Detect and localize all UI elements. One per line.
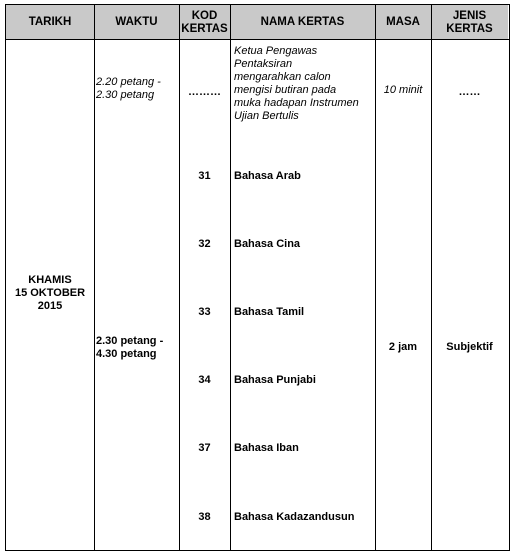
header-kod-line2: KERTAS: [181, 22, 228, 35]
tarikh-day: KHAMIS: [28, 274, 72, 286]
intro-nama-line: mengarahkan calon: [234, 71, 331, 83]
column-divider: [230, 5, 231, 550]
intro-nama: [234, 45, 359, 123]
exam-masa: 2 jam: [388, 341, 418, 353]
intro-nama-line: mengisi butiran pada: [234, 84, 337, 96]
intro-jenis: ……: [458, 86, 481, 98]
paper-kod: 37: [198, 442, 211, 454]
exam-waktu: [96, 335, 163, 361]
paper-nama: Bahasa Iban: [234, 442, 299, 454]
header-masa: MASA: [386, 16, 420, 28]
intro-nama-line: Pentaksiran: [234, 58, 293, 70]
header-kod-kertas: [179, 5, 230, 40]
paper-nama: Bahasa Cina: [234, 238, 301, 250]
paper-nama: Bahasa Tamil: [234, 306, 305, 318]
paper-kod: 32: [198, 238, 211, 250]
header-jenis-kertas: [431, 5, 508, 40]
paper-kod: 31: [198, 170, 211, 182]
header-jenis-line2: KERTAS: [446, 22, 493, 35]
header-tarikh: TARIKH: [28, 16, 72, 28]
paper-nama: Bahasa Punjabi: [234, 374, 316, 386]
exam-schedule-table: [5, 4, 510, 551]
paper-kod: 38: [198, 511, 211, 523]
intro-waktu: [96, 76, 161, 102]
tarikh-date: 15 OKTOBER: [14, 287, 86, 299]
intro-nama-line: muka hadapan Instrumen: [234, 97, 359, 109]
paper-kod: 34: [198, 374, 211, 386]
intro-kod: ………: [188, 86, 221, 98]
intro-nama-line: Ketua Pengawas: [234, 45, 318, 57]
paper-nama: Bahasa Kadazandusun: [234, 511, 355, 523]
paper-kod: 33: [198, 306, 211, 318]
exam-waktu-end: 4.30 petang: [96, 348, 157, 360]
header-kod-line1: KOD: [191, 9, 218, 22]
intro-masa: 10 minit: [383, 84, 423, 96]
tarikh-year: 2015: [37, 300, 63, 312]
exam-waktu-start: 2.30 petang -: [96, 335, 164, 347]
intro-waktu-end: 2.30 petang: [96, 89, 155, 101]
paper-nama: Bahasa Arab: [234, 170, 301, 182]
tarikh-cell: [6, 274, 94, 313]
header-jenis-line1: JENIS: [452, 9, 487, 22]
header-waktu: WAKTU: [115, 16, 158, 28]
intro-nama-line: Ujian Bertulis: [234, 110, 299, 122]
intro-waktu-start: 2.20 petang -: [96, 76, 161, 88]
column-divider: [94, 5, 95, 550]
header-nama-kertas: NAMA KERTAS: [260, 16, 345, 28]
exam-jenis: Subjektif: [446, 341, 493, 353]
